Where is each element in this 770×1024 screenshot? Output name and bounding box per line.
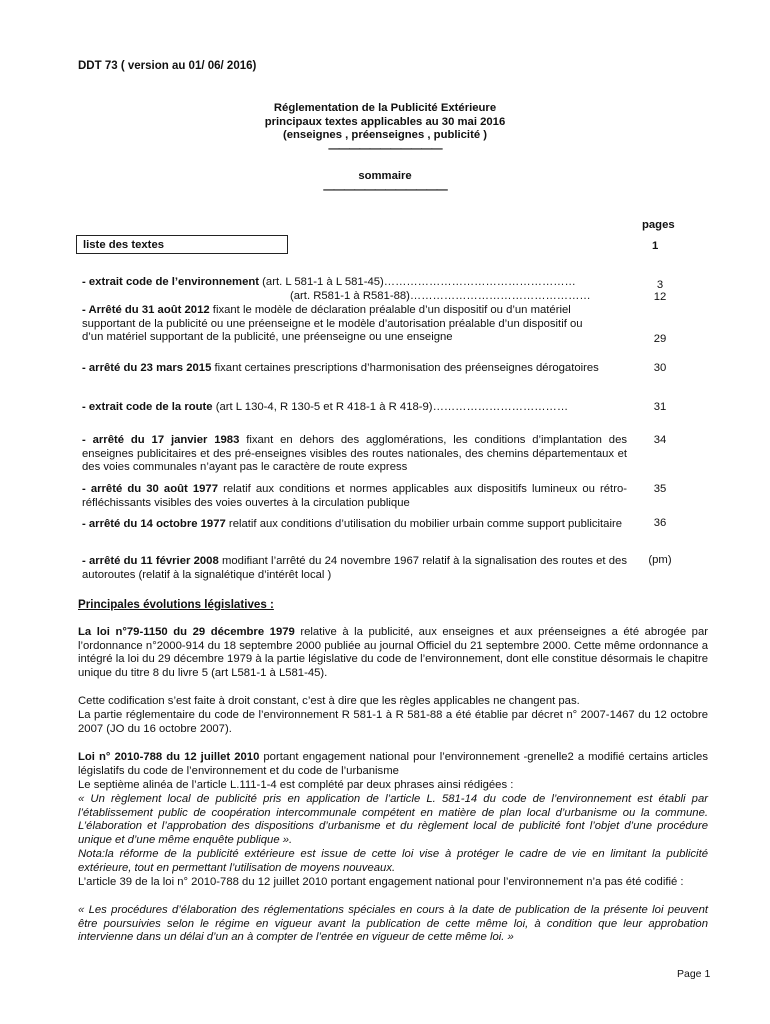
toc-entry <box>82 362 602 376</box>
paragraph-article-39: L’article 39 de la loi n° 2010-788 du 12 juillet 2010 portant engagement national pour l’environnement n’a pas été codifié : <box>78 876 684 888</box>
title-separator: ——————————— <box>328 142 442 155</box>
paragraph-codification: Cette codification s’est faite à droit constant, c’est à dire que les règles applicables ne changent pas. <box>78 695 580 707</box>
toc-entry <box>82 276 622 290</box>
toc-entry-title: - arrêté du 30 août 1977 <box>82 483 219 495</box>
toc-entry <box>82 401 622 415</box>
document-header: DDT 73 ( version au 01/ 06/ 2016) <box>78 60 257 72</box>
toc-page-number: 12 <box>653 291 667 303</box>
sommaire-separator: ———————————— <box>323 183 447 196</box>
toc-entry-text: relatif aux conditions et normes applicables aux dispositifs lumineux ou rétro-réfléchissants visibles des voies ouvertes à la circulation publique <box>82 483 628 509</box>
pages-column-header: pages <box>642 219 675 231</box>
quote-reglement-local: « Un règlement local de publicité pris en application de l’article L. 581-14 du code de l’environnement est établi par l’établissement public de coopération intercommunale compétent en matière de plan local d’urbanisme ou la commune. L’élaboration et l’approbation des dispositions d’urbanisme et du règlement local de publicité font l’objet d’une procédure unique et d’une même enquête publique ». <box>78 793 708 846</box>
toc-page-number: (pm) <box>648 554 672 566</box>
liste-page-number: 1 <box>652 240 659 252</box>
toc-entry-title: - arrêté du 17 janvier 1983 <box>82 434 240 446</box>
toc-entry <box>82 483 627 510</box>
paragraph-nota: Nota:la réforme de la publicité extérieure est issue de cette loi vise à protéger le cadre de vie en limitant la publicité extérieure, tout en permettant l’utilisation de moyens nouveaux. <box>78 848 708 874</box>
toc-page-number: 31 <box>653 401 667 413</box>
toc-page-number: 34 <box>653 434 667 446</box>
toc-entry-title: - Arrêté du 31 août 2012 <box>82 304 210 316</box>
title-line-1: Réglementation de la Publicité Extérieure <box>273 102 497 114</box>
quote-procedures: « Les procédures d’élaboration des réglementations spéciales en cours à la date de publication de la présente loi peuvent être poursuivies selon le régime en vigueur avant la publication de cette même loi, à condition que leur approbation intervienne dans un délai d’un an à compter de l’entrée en vigueur de cette même loi. » <box>78 904 708 943</box>
title-block <box>150 102 620 197</box>
toc-entry-title: - extrait code de l’environnement <box>82 276 260 288</box>
toc-entry <box>82 304 602 345</box>
paragraph-loi-2010 <box>78 751 708 778</box>
section-heading: Principales évolutions législatives : <box>78 598 274 611</box>
toc-entry-text: fixant le modèle de déclaration préalable d’un dispositif ou d’un matériel supportant de la publicité ou une préenseigne et le modèle d’autorisation préalable d’un dispositif ou d’un matériel supportant de la publicité, une préenseigne ou une enseigne <box>82 304 583 343</box>
paragraph-text: portant engagement national pour l’environnement -grenelle2 a modifié certains articles législatifs du code de l’environnement et du code de l’urbanisme <box>78 751 708 777</box>
toc-entry-text: (art L 130-4, R 130-5 et R 418-1 à R 418-9)……………………………… <box>212 401 569 413</box>
toc-entry-text: (art. L 581-1 à L 581-45)…………………………………………… <box>259 276 576 288</box>
toc-entry-text: relatif aux conditions d’utilisation du mobilier urbain comme support publicitaire <box>225 518 623 530</box>
toc-page-number: 3 <box>656 279 664 291</box>
toc-entry-text: modifiant l’arrêté du 24 novembre 1967 relatif à la signalisation des routes et des autoroutes (relatif à la signalétique d’intérêt local ) <box>82 555 627 581</box>
toc-entry <box>82 555 627 582</box>
toc-page-number: 30 <box>653 362 667 374</box>
toc-entry <box>82 518 627 532</box>
liste-des-textes-box: liste des textes <box>76 235 288 254</box>
toc-entry-title: - arrêté du 23 mars 2015 <box>82 362 212 374</box>
toc-entry-title: - arrêté du 11 février 2008 <box>82 555 219 567</box>
title-line-2: principaux textes applicables au 30 mai 2016 <box>264 115 506 128</box>
paragraph-partie-reglementaire: La partie réglementaire du code de l’environnement R 581-1 à R 581-88 a été établie par décret n° 2007-1467 du 12 octobre 2007 (JO du 16 octobre 2007). <box>78 709 708 735</box>
toc-entry-text: (art. R581-1 à R581-88)………………………………………… <box>290 290 591 302</box>
toc-page-number: 29 <box>653 333 667 345</box>
toc-entry-title: - extrait code de la route <box>82 401 213 413</box>
paragraph-text: relative à la publicité, aux enseignes et aux préenseignes a été abrogée par l’ordonnance n°2000-914 du 18 septembre 2000 publiée au journal Officiel du 21 septembre 2000. Cette même ordonnance a intégré la loi du 29 décembre 1979 à la partie législative du code de l’environnement, dont elle constitue désormais le chapitre unique du titre 8 du livre 5 (art L581-1 à L581-45). <box>78 626 708 679</box>
toc-entry-title: - arrêté du 14 octobre 1977 <box>82 518 226 530</box>
paragraph-bold-lead: La loi n°79-1150 du 29 décembre 1979 <box>78 626 295 638</box>
toc-entry <box>290 290 622 304</box>
toc-entry <box>82 434 627 475</box>
toc-entry-text: fixant certaines prescriptions d’harmonisation des préenseignes dérogatoires <box>211 362 599 374</box>
toc-entry-text: fixant en dehors des agglomérations, les conditions d’implantation des enseignes publicitaires et des pré-enseignes visibles des routes nationales, des chemins départementaux et des voies communales n’ayant pas le caractère de route express <box>82 434 628 473</box>
toc-page-number: 36 <box>653 517 667 529</box>
sommaire-heading: sommaire <box>358 170 412 182</box>
paragraph-septieme-alinea: Le septième alinéa de l’article L.111-1-4 est complété par deux phrases ainsi rédigées : <box>78 779 514 791</box>
toc-page-number: 35 <box>653 483 667 495</box>
page-number-footer: Page 1 <box>677 968 711 980</box>
title-line-3: (enseignes , préenseignes , publicité ) <box>282 129 488 141</box>
paragraph-loi-1979 <box>78 626 708 680</box>
paragraph-bold-lead: Loi n° 2010-788 du 12 juillet 2010 <box>78 751 260 763</box>
